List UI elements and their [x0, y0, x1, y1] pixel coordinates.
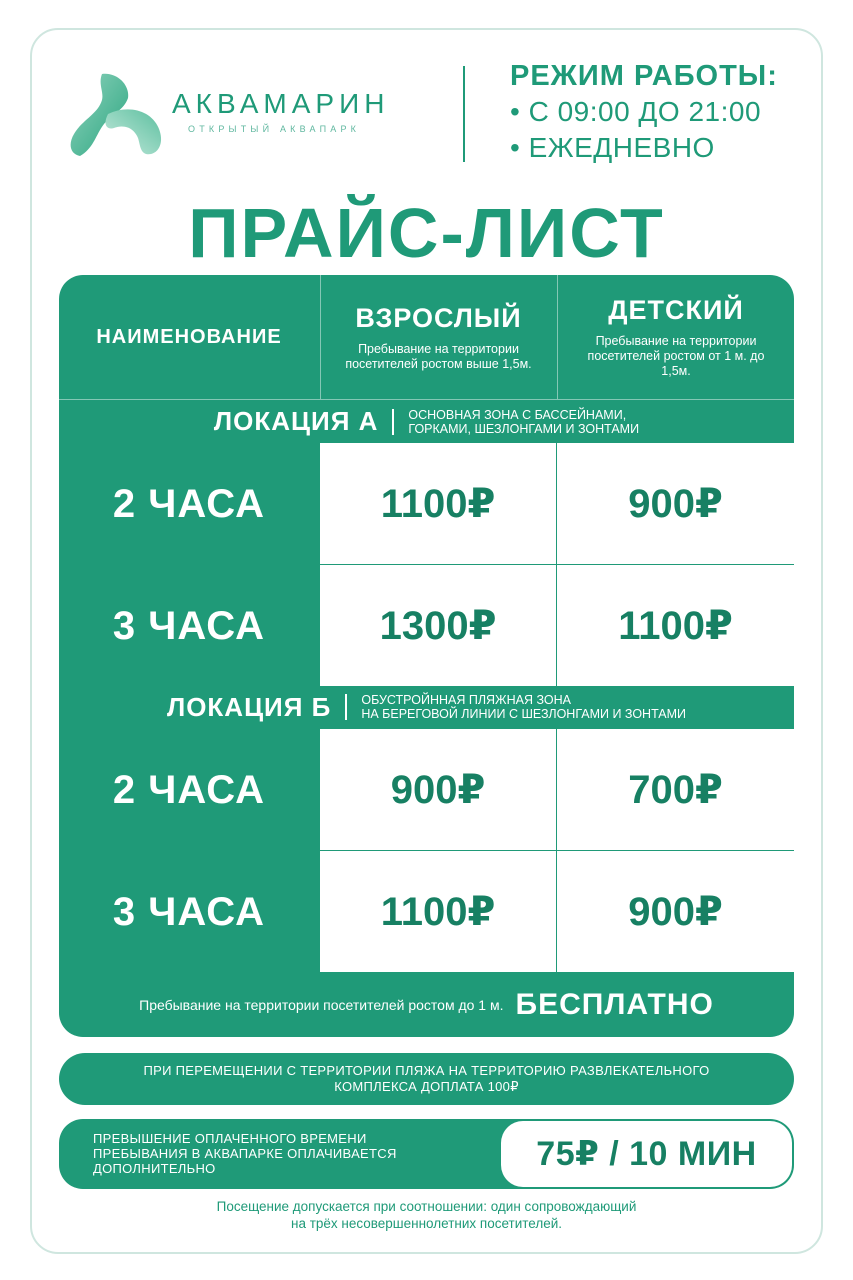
- price-cell-child: 900₽: [557, 851, 794, 972]
- location-a-separator: [392, 409, 394, 435]
- location-b-desc-line2: НА БЕРЕГОВОЙ ЛИНИИ С ШЕЗЛОНГАМИ И ЗОНТАМИ: [361, 707, 687, 721]
- location-b-desc-line1: ОБУСТРОЙННАЯ ПЛЯЖНАЯ ЗОНА: [361, 693, 571, 707]
- table-row-label: 3 ЧАСА: [112, 603, 266, 648]
- location-a-banner: [59, 399, 794, 443]
- aquamarine-wave-logo-icon: [68, 70, 164, 162]
- hours-time: • С 09:00 ДО 21:00: [510, 96, 762, 127]
- location-a-name: ЛОКАЦИЯ А: [213, 406, 379, 436]
- price-cell-adult: 1300₽: [320, 565, 556, 686]
- footer-line2: на трёх несовершеннолетних посетителей.: [290, 1216, 563, 1231]
- table-row-label: 3 ЧАСА: [112, 889, 266, 934]
- brand-subtitle: ОТКРЫТЫЙ АКВАПАРК: [188, 124, 361, 134]
- transfer-note-line1: ПРИ ПЕРЕМЕЩЕНИИ С ТЕРРИТОРИИ ПЛЯЖА НА ТЕРРИТОРИЮ РАЗВЛЕКАТЕЛЬНОГО: [143, 1063, 710, 1078]
- location-b-name: ЛОКАЦИЯ Б: [166, 691, 332, 722]
- price-cell-child: 1100₽: [557, 565, 794, 686]
- footer-note: [0, 1198, 853, 1232]
- header-child-title: ДЕТСКИЙ: [608, 295, 744, 325]
- page-title: ПРАЙС-ЛИСТ: [188, 194, 665, 272]
- location-a-desc: [408, 408, 639, 436]
- overtime-line3: ДОПОЛНИТЕЛЬНО: [93, 1161, 216, 1176]
- overtime-line2: ПРЕБЫВАНИЯ В АКВАПАРКЕ ОПЛАЧИВАЕТСЯ: [93, 1146, 397, 1161]
- overtime-text: [93, 1131, 473, 1176]
- free-entry-value: БЕСПЛАТНО: [515, 988, 714, 1021]
- free-entry-row: [59, 973, 794, 1037]
- header-adult: [320, 275, 556, 399]
- location-b-banner: [59, 685, 794, 729]
- location-b-separator: [345, 694, 347, 720]
- transfer-note: [59, 1053, 794, 1105]
- hours-days: • ЕЖЕДНЕВНО: [510, 132, 715, 163]
- price-cell-adult: 1100₽: [320, 851, 556, 972]
- price-cell-adult: 900₽: [320, 729, 556, 850]
- price-table: [59, 275, 794, 1037]
- hours-title: РЕЖИМ РАБОТЫ:: [510, 60, 778, 92]
- price-cell-child: 700₽: [557, 729, 794, 850]
- footer-line1: Посещение допускается при соотношении: один сопровождающий: [216, 1199, 637, 1214]
- location-a-desc-line2: ГОРКАМИ, ШЕЗЛОНГАМИ И ЗОНТАМИ: [408, 421, 640, 436]
- table-row-label: 2 ЧАСА: [112, 767, 266, 812]
- header-child-desc: Пребывание на территории посетителей ростом от 1 м. до 1,5м.: [587, 334, 765, 378]
- price-cell-child: 900₽: [557, 443, 794, 564]
- transfer-note-line2: КОМПЛЕКСА ДОПЛАТА 100₽: [334, 1079, 519, 1094]
- overtime-box: [59, 1119, 794, 1189]
- header-name: НАИМЕНОВАНИЕ: [96, 325, 282, 348]
- overtime-line1: ПРЕВЫШЕНИЕ ОПЛАЧЕННОГО ВРЕМЕНИ: [93, 1131, 367, 1146]
- location-a-desc-line1: ОСНОВНАЯ ЗОНА С БАССЕЙНАМИ,: [408, 407, 627, 422]
- header-adult-title: ВЗРОСЛЫЙ: [355, 302, 522, 333]
- location-b-desc: [361, 693, 686, 721]
- header-divider: [463, 66, 465, 162]
- table-row-label: 2 ЧАСА: [112, 481, 266, 526]
- price-cell-adult: 1100₽: [320, 443, 556, 564]
- brand-name: АКВАМАРИН: [172, 88, 390, 119]
- header-child: [557, 275, 794, 399]
- free-entry-text: Пребывание на территории посетителей ростом до 1 м.: [139, 997, 504, 1013]
- header-adult-desc: Пребывание на территории посетителей ростом выше 1,5м.: [345, 341, 532, 371]
- overtime-price: 75₽ / 10 МИН: [501, 1121, 792, 1187]
